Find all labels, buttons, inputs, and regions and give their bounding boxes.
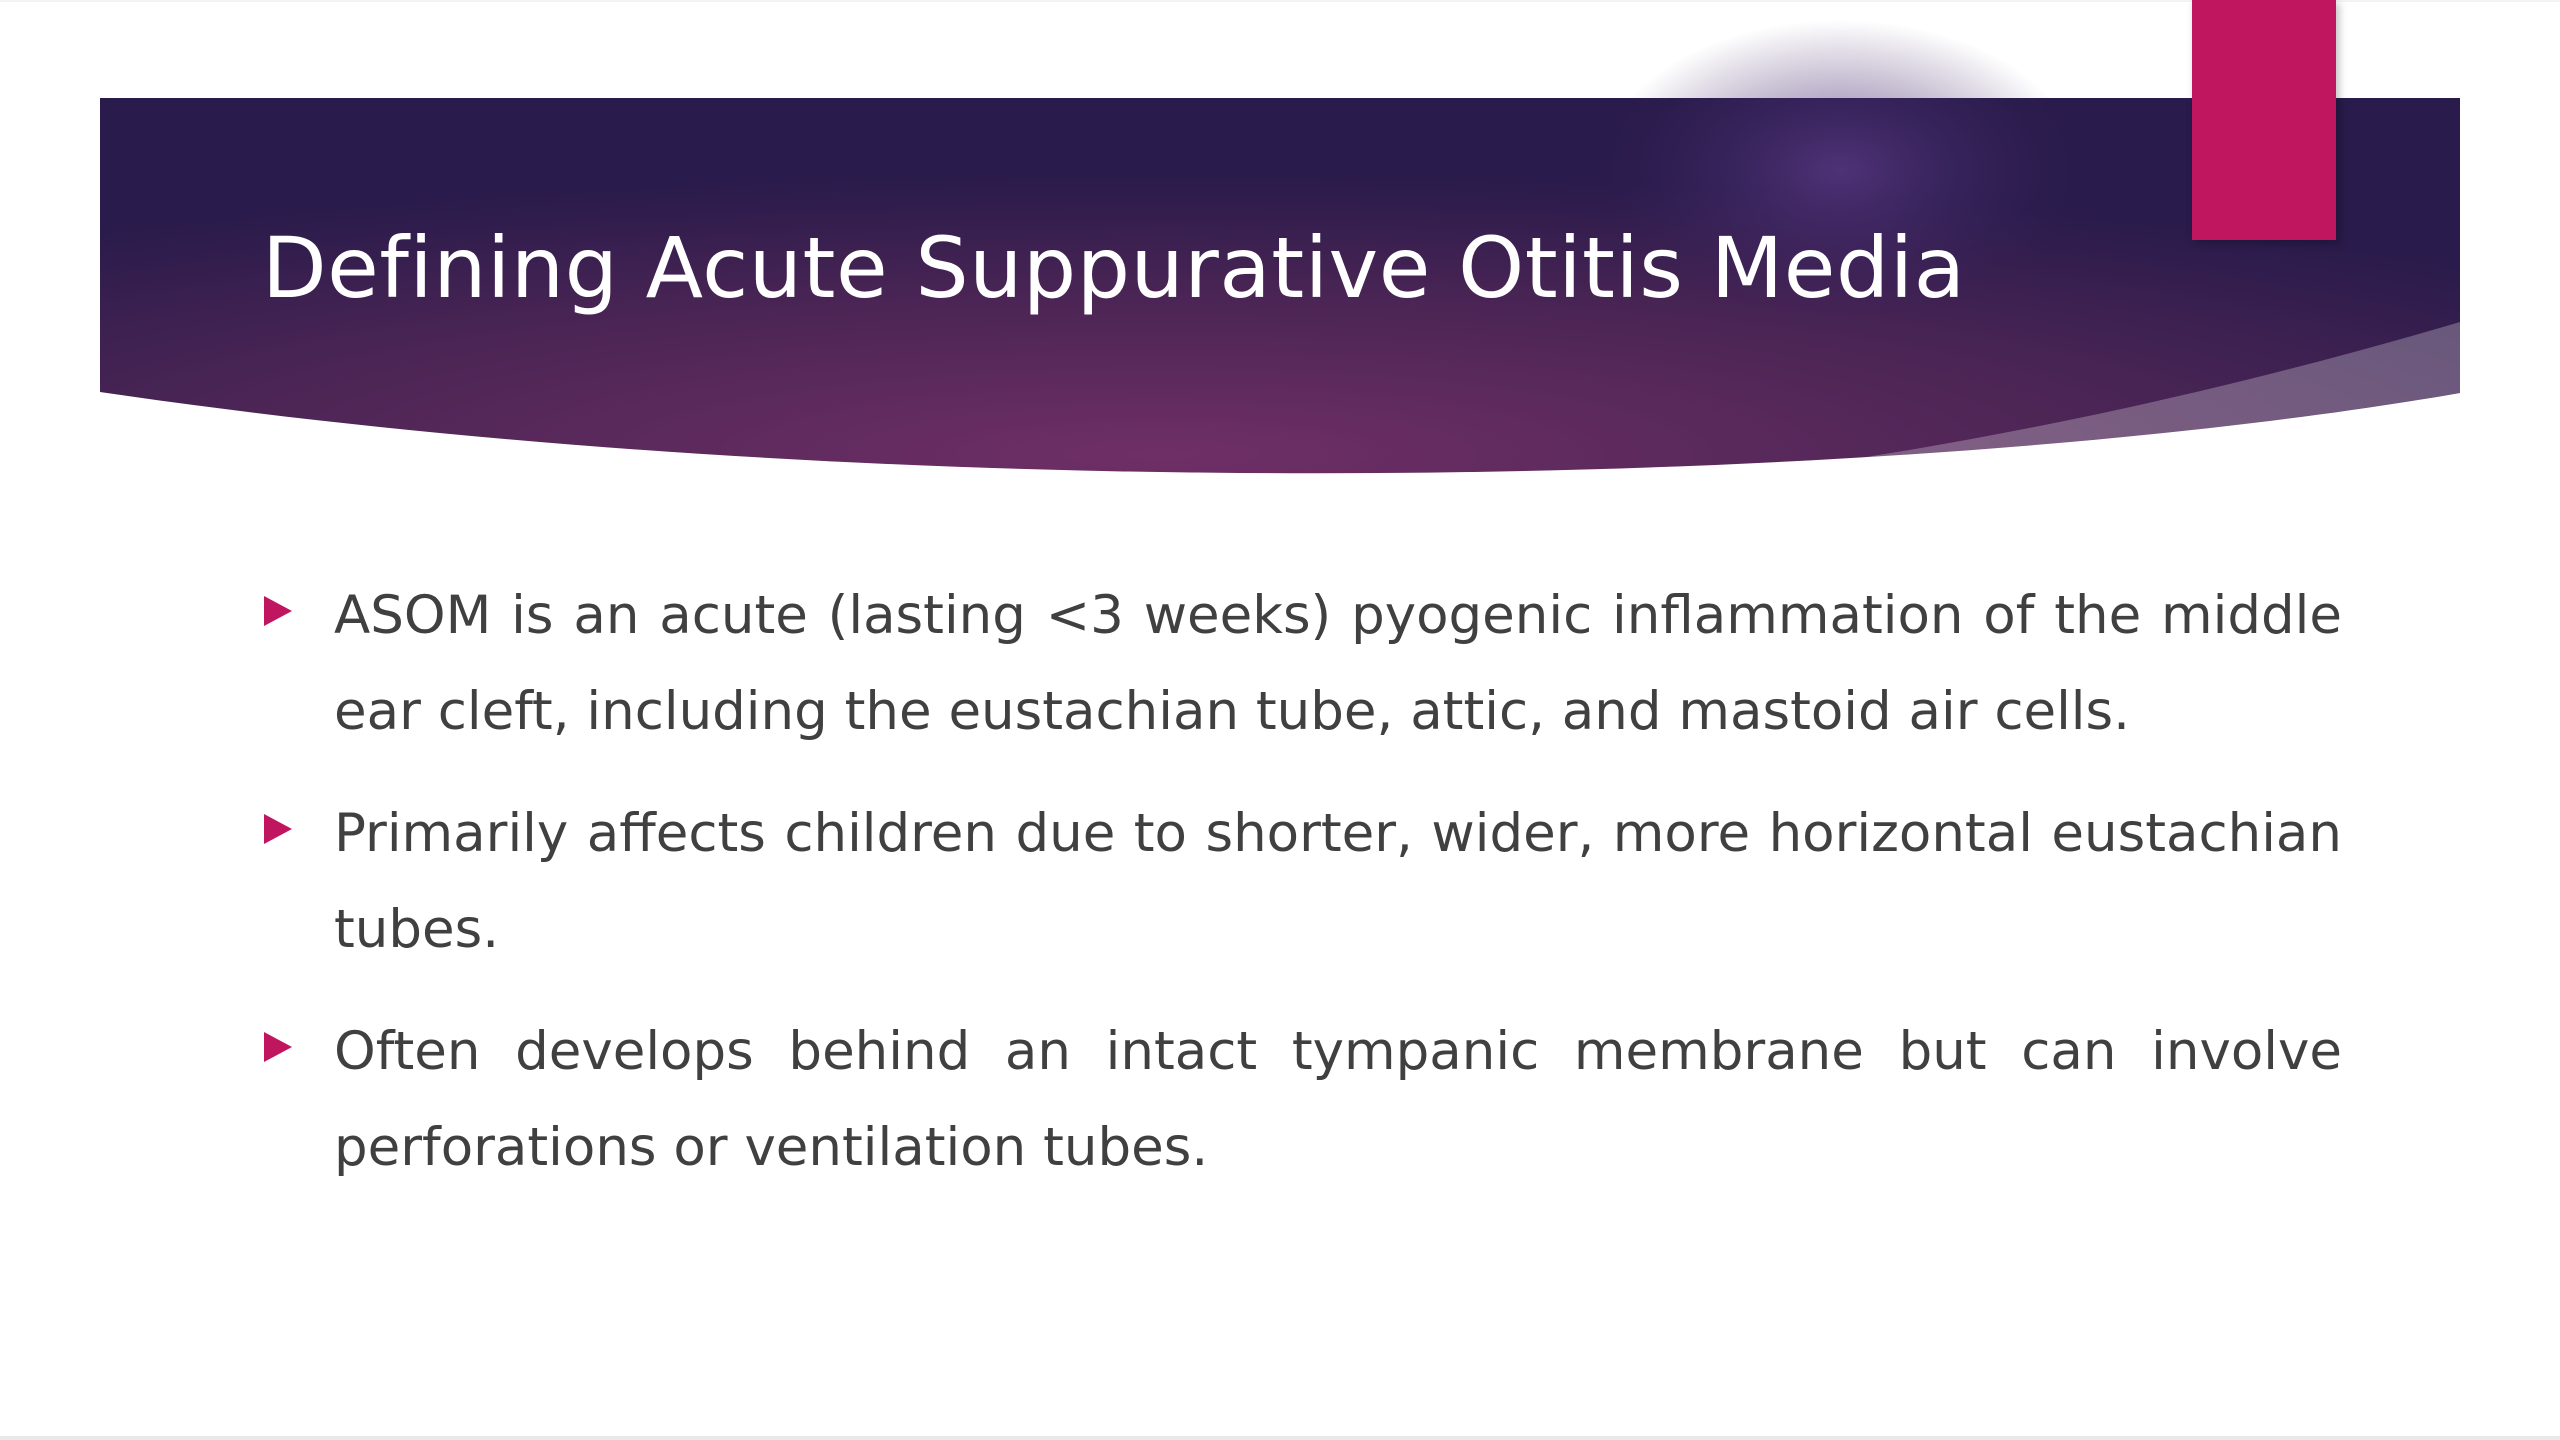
bullet-text: Primarily affects children due to shorter, wider, more horizontal eustachian tubes. — [334, 803, 2342, 960]
list-item — [262, 1004, 2342, 1196]
slide-title: Defining Acute Suppurative Otitis Media — [262, 219, 1966, 317]
list-item — [262, 568, 2342, 760]
triangle-right-icon — [264, 814, 292, 844]
triangle-right-icon — [264, 1032, 292, 1062]
triangle-right-icon — [264, 596, 292, 626]
bullet-text: Often develops behind an intact tympanic membrane but can involve perforations or ventilation tubes. — [334, 1021, 2342, 1178]
list-item — [262, 786, 2342, 978]
slide-content — [262, 568, 2342, 1222]
bottom-divider — [0, 1436, 2560, 1440]
accent-tab — [2192, 0, 2336, 240]
bullet-text: ASOM is an acute (lasting <3 weeks) pyogenic inflammation of the middle ear cleft, including the eustachian tube, attic, and mastoid air cells. — [334, 585, 2342, 742]
bullet-list — [262, 568, 2342, 1196]
